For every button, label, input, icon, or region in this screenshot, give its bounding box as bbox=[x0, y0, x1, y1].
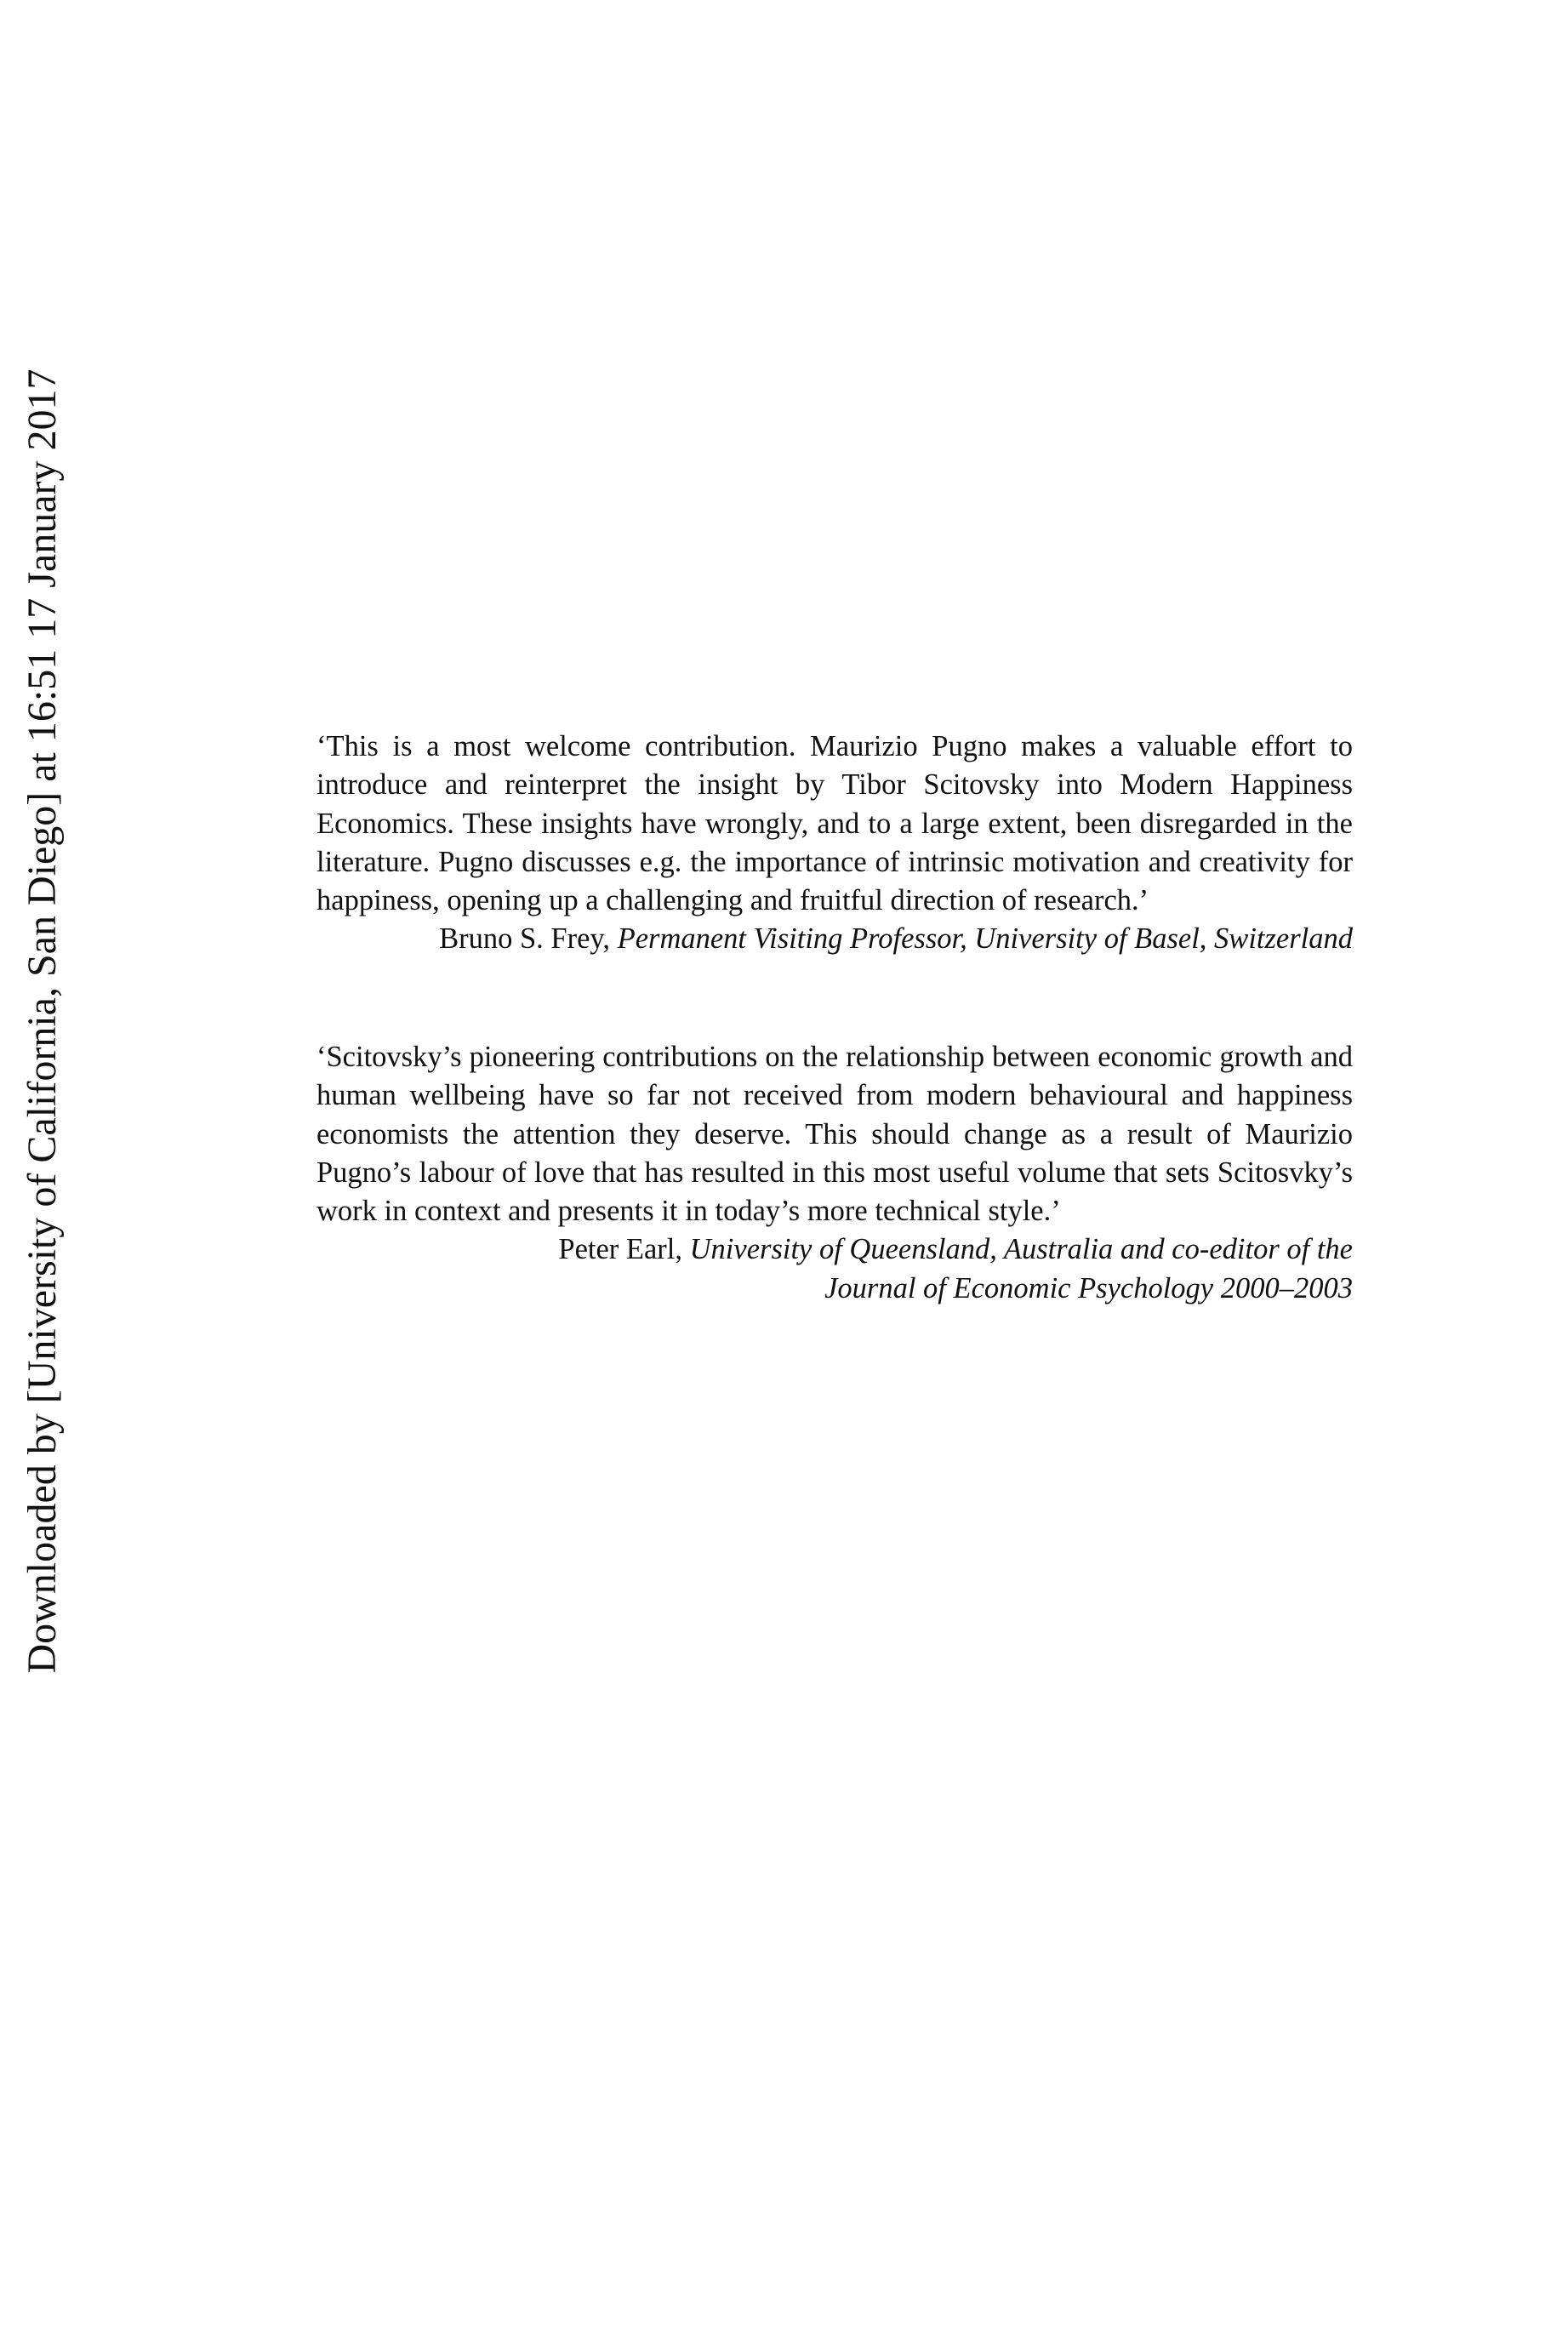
endorser-name: Peter Earl, bbox=[558, 1233, 683, 1266]
endorsement-earl bbox=[316, 1038, 1353, 1308]
endorsement-attribution bbox=[316, 920, 1353, 958]
endorser-affiliation: Permanent Visiting Professor, University of Basel, Switzerland bbox=[617, 922, 1353, 956]
endorsement-frey bbox=[316, 728, 1353, 959]
download-watermark: Downloaded by [University of California, San Diego] at 16:51 17 January 2017 bbox=[20, 368, 65, 1674]
endorsement-quote: ‘This is a most welcome contribution. Maurizio Pugno makes a valuable effort to introduce and reinterpret the insight by Tibor Scitovsky into Modern Happiness Economics. These insights have wrongly, and to a large extent, been disregarded in the literature. Pugno discusses e.g. the importance of intrinsic motivation and creativity for happiness, opening up a challenging and fruitful direction of research.’ bbox=[316, 730, 1353, 917]
endorsement-attribution bbox=[316, 1230, 1353, 1308]
endorser-affiliation: University of Queensland, Australia and co-editor of the bbox=[689, 1233, 1353, 1266]
endorser-affiliation-continued: Journal of Economic Psychology 2000–2003 bbox=[824, 1271, 1353, 1304]
endorser-name: Bruno S. Frey, bbox=[439, 922, 611, 956]
endorsement-quote: ‘Scitovsky’s pioneering contributions on the relationship between economic growth and human wellbeing have so far not received from modern behavioural and happiness economists the attention they deserve. This should change as a result of Maurizio Pugno’s labour of love that has resulted in this most useful volume that sets Scitosvky’s work in context and presents it in today’s more technical style.’ bbox=[316, 1041, 1353, 1228]
